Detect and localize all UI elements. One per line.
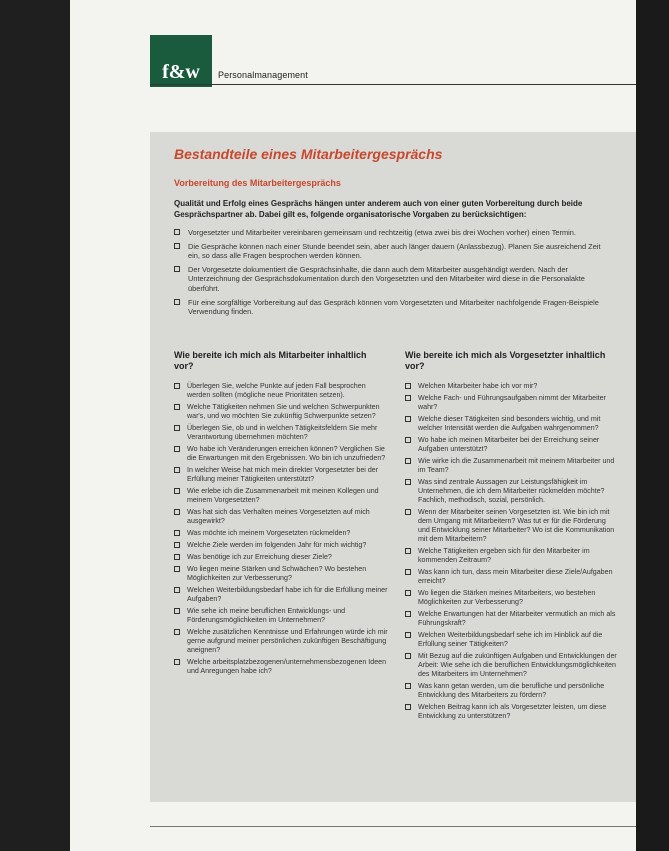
box-title: Bestandteile eines Mitarbeitergesprächs — [174, 146, 443, 162]
header-rule — [150, 84, 636, 85]
manager-heading: Wie bereite ich mich als Vorgesetzter inhaltlich vor? — [405, 350, 606, 371]
list-item: Welche Ziele werden im folgenden Jahr für mich wichtig? — [174, 541, 388, 550]
checkbox-icon — [405, 704, 411, 710]
list-item: Wo habe ich Veränderungen erreichen können? Verglichen Sie die Erwartungen mit den Ergebnissen. Wo bin ich unzufrieden? — [174, 445, 388, 463]
checkbox-icon — [174, 425, 180, 431]
checkbox-icon — [174, 587, 180, 593]
checkbox-icon — [174, 566, 180, 572]
checkbox-icon — [174, 266, 180, 272]
checkbox-icon — [174, 467, 180, 473]
checkbox-icon — [174, 404, 180, 410]
list-item: Wie wirke ich die Zusammenarbeit mit meinem Mitarbeiter und im Team? — [405, 457, 617, 475]
list-item: Vorgesetzter und Mitarbeiter vereinbaren gemeinsam und rechtzeitig (etwa zwei bis drei Wochen vorher) einen Termin. — [174, 228, 614, 238]
checkbox-icon — [405, 509, 411, 515]
list-item: Wie sehe ich meine beruflichen Entwicklungs- und Förderungsmöglichkeiten im Unternehmen? — [174, 607, 388, 625]
list-item: Der Vorgesetzte dokumentiert die Gesprächsinhalte, die dann auch dem Mitarbeiter ausgehändigt werden. Nach der Unterzeichnung der Gesprächsdokumentation durch den Vorgesetzten und den Mitarbeiter wird diese in die Personalakte überführt. — [174, 265, 614, 294]
checkbox-icon — [174, 659, 180, 665]
list-item: Wo habe ich meinen Mitarbeiter bei der Erreichung seiner Aufgaben unterstützt? — [405, 436, 617, 454]
list-item: Wenn der Mitarbeiter seinen Vorgesetzten ist. Wie bin ich mit dem Umgang mit Mitarbeitern? Was tut er für die Förderung und Entwicklung seiner Mitarbeiter? Wo ist die Kommunikation mit dem Mitarbeitern? — [405, 508, 617, 544]
checkbox-icon — [405, 395, 411, 401]
checkbox-icon — [405, 383, 411, 389]
list-item: Welchen Weiterbildungsbedarf habe ich für die Erfüllung meiner Aufgaben? — [174, 586, 388, 604]
checkbox-icon — [405, 548, 411, 554]
checkbox-icon — [405, 683, 411, 689]
list-item: Was möchte ich meinem Vorgesetzten rückmelden? — [174, 529, 388, 538]
list-item: Welche zusätzlichen Kenntnisse und Erfahrungen würde ich mir gerne aufgrund meiner persönlichen zukünftigen Beschäftigung aneignen? — [174, 628, 388, 655]
list-item: In welcher Weise hat mich mein direkter Vorgesetzter bei der Erfüllung meiner Tätigkeiten unterstützt? — [174, 466, 388, 484]
employee-heading: Wie bereite ich mich als Mitarbeiter inhaltlich vor? — [174, 350, 367, 371]
list-item: Was kann getan werden, um die berufliche und persönliche Entwicklung des Mitarbeiters zu fördern? — [405, 682, 617, 700]
list-item: Überlegen Sie, welche Punkte auf jeden Fall besprochen werden sollten (mögliche neue Prioritäten setzen). — [174, 382, 388, 400]
list-item: Die Gespräche können nach einer Stunde beendet sein, aber auch länger dauern (Anlassbezug). Planen Sie ausreichend Zeit ein, so dass alle Fragen besprochen werden können. — [174, 242, 614, 261]
list-item: Für eine sorgfältige Vorbereitung auf das Gespräch können vom Vorgesetzten und Mitarbeiter nachfolgende Fragen-Beispiele Verwendung finden. — [174, 298, 614, 317]
checkbox-icon — [174, 542, 180, 548]
intro-paragraph: Qualität und Erfolg eines Gesprächs hängen unter anderem auch von einer guten Vorbereitung durch beide Gesprächspartner ab. Dabei gilt es, folgende organisatorische Vorgaben zu berücksichtigen: — [174, 199, 583, 219]
list-item: Welche Tätigkeiten ergeben sich für den Mitarbeiter im kommenden Zeitraum? — [405, 547, 617, 565]
list-item: Was hat sich das Verhalten meines Vorgesetzten auf mich ausgewirkt? — [174, 508, 388, 526]
checkbox-icon — [174, 243, 180, 249]
checkbox-icon — [174, 488, 180, 494]
box-subtitle: Vorbereitung des Mitarbeitergesprächs — [174, 178, 341, 188]
list-item: Welche Fach- und Führungsaufgaben nimmt der Mitarbeiter wahr? — [405, 394, 617, 412]
list-item: Wo liegen die Stärken meines Mitarbeiters, wo bestehen Möglichkeiten zur Verbesserung? — [405, 589, 617, 607]
list-item: Überlegen Sie, ob und in welchen Tätigkeitsfeldern Sie mehr Verantwortung übernehmen möchten? — [174, 424, 388, 442]
list-item: Was kann ich tun, dass mein Mitarbeiter diese Ziele/Aufgaben erreicht? — [405, 568, 617, 586]
section-label: Personalmanagement — [218, 70, 308, 80]
checkbox-icon — [174, 229, 180, 235]
list-item: Welchen Mitarbeiter habe ich vor mir? — [405, 382, 617, 391]
checkbox-icon — [405, 632, 411, 638]
list-item: Wie erlebe ich die Zusammenarbeit mit meinen Kollegen und meinem Vorgesetzten? — [174, 487, 388, 505]
checkbox-icon — [405, 437, 411, 443]
list-item: Was sind zentrale Aussagen zur Leistungsfähigkeit im Unternehmen, die ich dem Mitarbeiter rückmelden möchte? Fachlich, methodisch, sozial, persönlich. — [405, 478, 617, 505]
checkbox-icon — [174, 299, 180, 305]
checkbox-icon — [405, 479, 411, 485]
publisher-logo: f&w — [150, 35, 212, 87]
list-item: Was benötige ich zur Erreichung dieser Ziele? — [174, 553, 388, 562]
footer-rule — [150, 826, 636, 827]
preparation-list — [174, 228, 614, 321]
checkbox-icon — [405, 458, 411, 464]
checkbox-icon — [405, 590, 411, 596]
list-item: Welchen Weiterbildungsbedarf sehe ich im Hinblick auf die Erfüllung seiner Tätigkeiten? — [405, 631, 617, 649]
list-item: Welche Tätigkeiten nehmen Sie und welchen Schwerpunkten war's, und wo möchten Sie zukünftig Schwerpunkte setzen? — [174, 403, 388, 421]
checkbox-icon — [174, 608, 180, 614]
manager-question-list — [405, 382, 617, 724]
checkbox-icon — [405, 569, 411, 575]
checkbox-icon — [174, 509, 180, 515]
page-edge-shadow — [636, 0, 669, 851]
checkbox-icon — [405, 416, 411, 422]
checkbox-icon — [174, 530, 180, 536]
list-item: Wo liegen meine Stärken und Schwächen? Wo bestehen Möglichkeiten zur Verbesserung? — [174, 565, 388, 583]
list-item: Mit Bezug auf die zukünftigen Aufgaben und Entwicklungen der Arbeit: Wie sehe ich die beruflichen Entwicklungsmöglichkeiten des Mitarbeiters im Unternehmen? — [405, 652, 617, 679]
list-item: Welche Erwartungen hat der Mitarbeiter vermutlich an mich als Führungskraft? — [405, 610, 617, 628]
employee-question-list — [174, 382, 388, 679]
checkbox-icon — [174, 383, 180, 389]
checkbox-icon — [174, 629, 180, 635]
list-item: Welche arbeitsplatzbezogenen/unternehmensbezogenen Ideen und Anregungen habe ich? — [174, 658, 388, 676]
checkbox-icon — [174, 446, 180, 452]
list-item: Welchen Beitrag kann ich als Vorgesetzter leisten, um diese Entwicklung zu unterstützen? — [405, 703, 617, 721]
list-item: Welche dieser Tätigkeiten sind besonders wichtig, und mit welcher Intensität werden die Aufgaben wahrgenommen? — [405, 415, 617, 433]
checkbox-icon — [405, 653, 411, 659]
checkbox-icon — [174, 554, 180, 560]
checkbox-icon — [405, 611, 411, 617]
